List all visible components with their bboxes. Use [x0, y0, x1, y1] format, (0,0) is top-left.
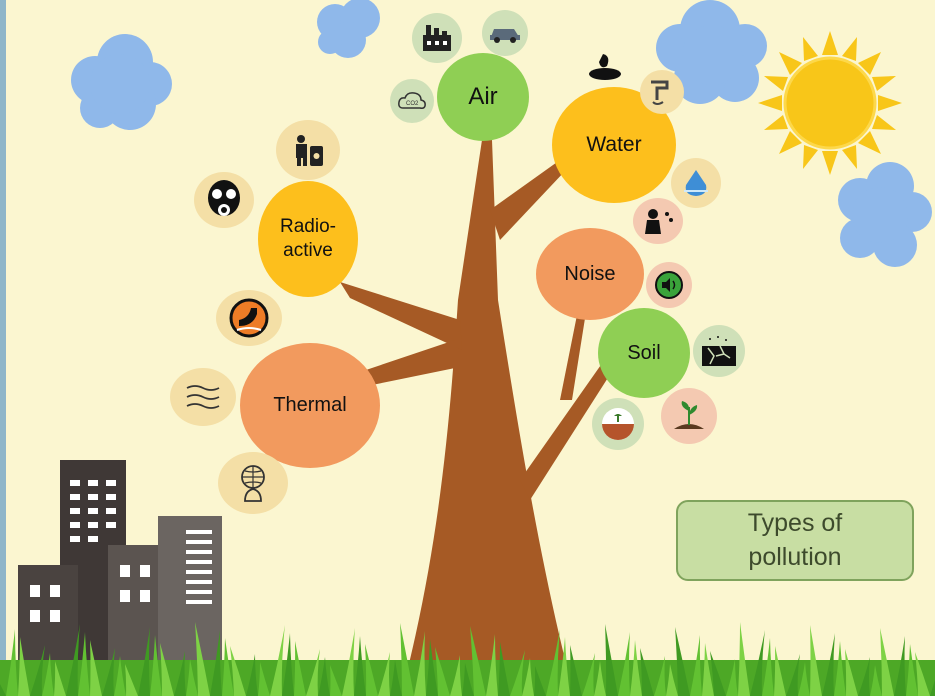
- globe-fire-icon: [218, 452, 288, 514]
- node-soil[interactable]: [598, 308, 690, 398]
- node-soil-label: Soil: [627, 341, 661, 364]
- diagram-title: Types of pollution: [747, 508, 843, 571]
- node-radioactive[interactable]: [258, 181, 358, 297]
- cloud-top-left: [71, 34, 172, 130]
- node-air[interactable]: [437, 53, 529, 141]
- tree-trunk: [340, 140, 618, 680]
- grass-blade: [738, 622, 750, 696]
- node-thermal-label: Thermal: [273, 394, 347, 416]
- worker-barrel-icon: [276, 120, 340, 180]
- sun: [758, 31, 902, 175]
- cracked-soil-icon: [693, 325, 745, 377]
- svg-text:CO2: CO2: [406, 101, 419, 107]
- dumping-icon: [633, 198, 683, 244]
- node-noise-label: Noise: [564, 262, 616, 285]
- node-air-label: Air: [468, 83, 498, 110]
- drain-pipe-icon: [640, 70, 684, 114]
- node-thermal[interactable]: [240, 343, 380, 468]
- city-buildings: [18, 460, 222, 676]
- cloud-top-center: [317, 0, 380, 58]
- car-icon: [482, 10, 528, 56]
- diagram-title-box: [676, 500, 914, 581]
- water-drop-icon: [671, 158, 721, 208]
- node-radioactive-label: Radio- active: [280, 216, 336, 261]
- gas-mask-icon: [194, 172, 254, 228]
- node-water-label: Water: [586, 132, 642, 156]
- plant-sprout-icon: [661, 388, 717, 444]
- co2-icon: [390, 79, 434, 123]
- hot-outflow-icon: [216, 290, 282, 346]
- heat-wave-icon: [170, 368, 236, 426]
- speaker-icon: [646, 262, 692, 308]
- soil-layer-icon: [592, 398, 644, 450]
- factory-icon: [412, 13, 462, 63]
- oil-spill-icon: [580, 44, 630, 88]
- cloud-right: [838, 162, 932, 267]
- node-noise[interactable]: [536, 228, 644, 320]
